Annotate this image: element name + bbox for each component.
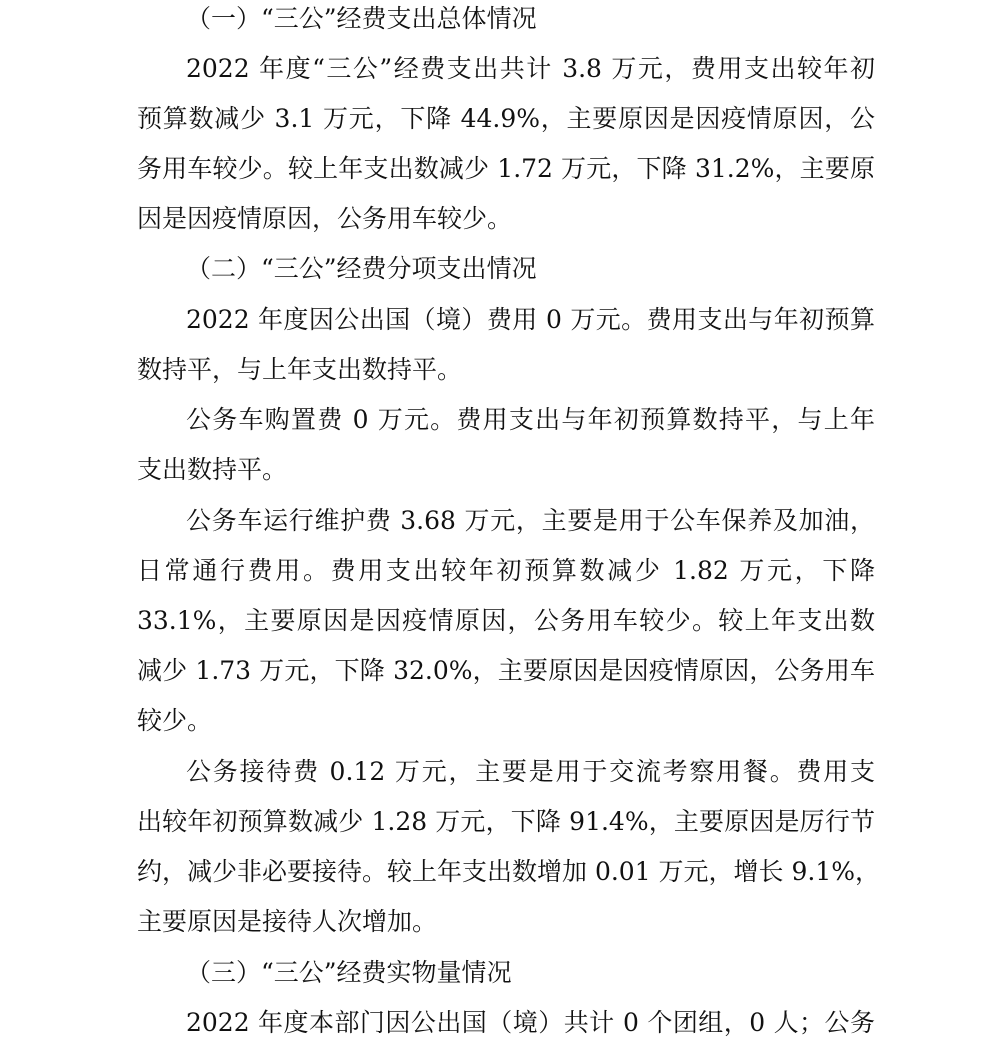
paragraph-line: 支出数持平。 <box>137 455 288 484</box>
paragraph-line: 因是因疫情原因，公务用车较少。 <box>137 204 513 233</box>
paragraph-line: 33.1%，主要原因是因疫情原因，公务用车较少。较上年支出数 <box>137 606 875 635</box>
paragraph-line: 主要原因是接待人次增加。 <box>137 907 438 936</box>
paragraph-line: 减少 1.73 万元，下降 32.0%，主要原因是因疫情原因，公务用车 <box>137 656 875 685</box>
paragraph-line: 出较年初预算数减少 1.28 万元，下降 91.4%，主要原因是厉行节 <box>137 807 875 836</box>
paragraph-line: 较少。 <box>137 706 213 735</box>
paragraph-line: 日常通行费用。费用支出较年初预算数减少 1.82 万元，下降 <box>137 556 875 585</box>
paragraph-line: 2022 年度本部门因公出国（境）共计 0 个团组，0 人；公务 <box>186 1008 875 1037</box>
paragraph-line: 公务车运行维护费 3.68 万元，主要是用于公车保养及加油， <box>186 506 875 535</box>
paragraph-line: 公务车购置费 0 万元。费用支出与年初预算数持平，与上年 <box>186 405 875 434</box>
section-heading-3: （三）“三公”经费实物量情况 <box>186 958 512 987</box>
paragraph-line: 2022 年度因公出国（境）费用 0 万元。费用支出与年初预算 <box>186 305 875 334</box>
section-heading-1: （一）“三公”经费支出总体情况 <box>186 4 537 33</box>
section-heading-2: （二）“三公”经费分项支出情况 <box>186 254 537 283</box>
paragraph-line: 约，减少非必要接待。较上年支出数增加 0.01 万元，增长 9.1%， <box>137 857 881 886</box>
paragraph-line: 务用车较少。较上年支出数减少 1.72 万元，下降 31.2%，主要原 <box>137 154 875 183</box>
paragraph-line: 预算数减少 3.1 万元，下降 44.9%，主要原因是因疫情原因，公 <box>137 104 875 133</box>
paragraph-line: 数持平，与上年支出数持平。 <box>137 355 463 384</box>
paragraph-line: 公务接待费 0.12 万元，主要是用于交流考察用餐。费用支 <box>186 757 875 786</box>
paragraph-line: 2022 年度“三公”经费支出共计 3.8 万元，费用支出较年初 <box>186 54 875 83</box>
